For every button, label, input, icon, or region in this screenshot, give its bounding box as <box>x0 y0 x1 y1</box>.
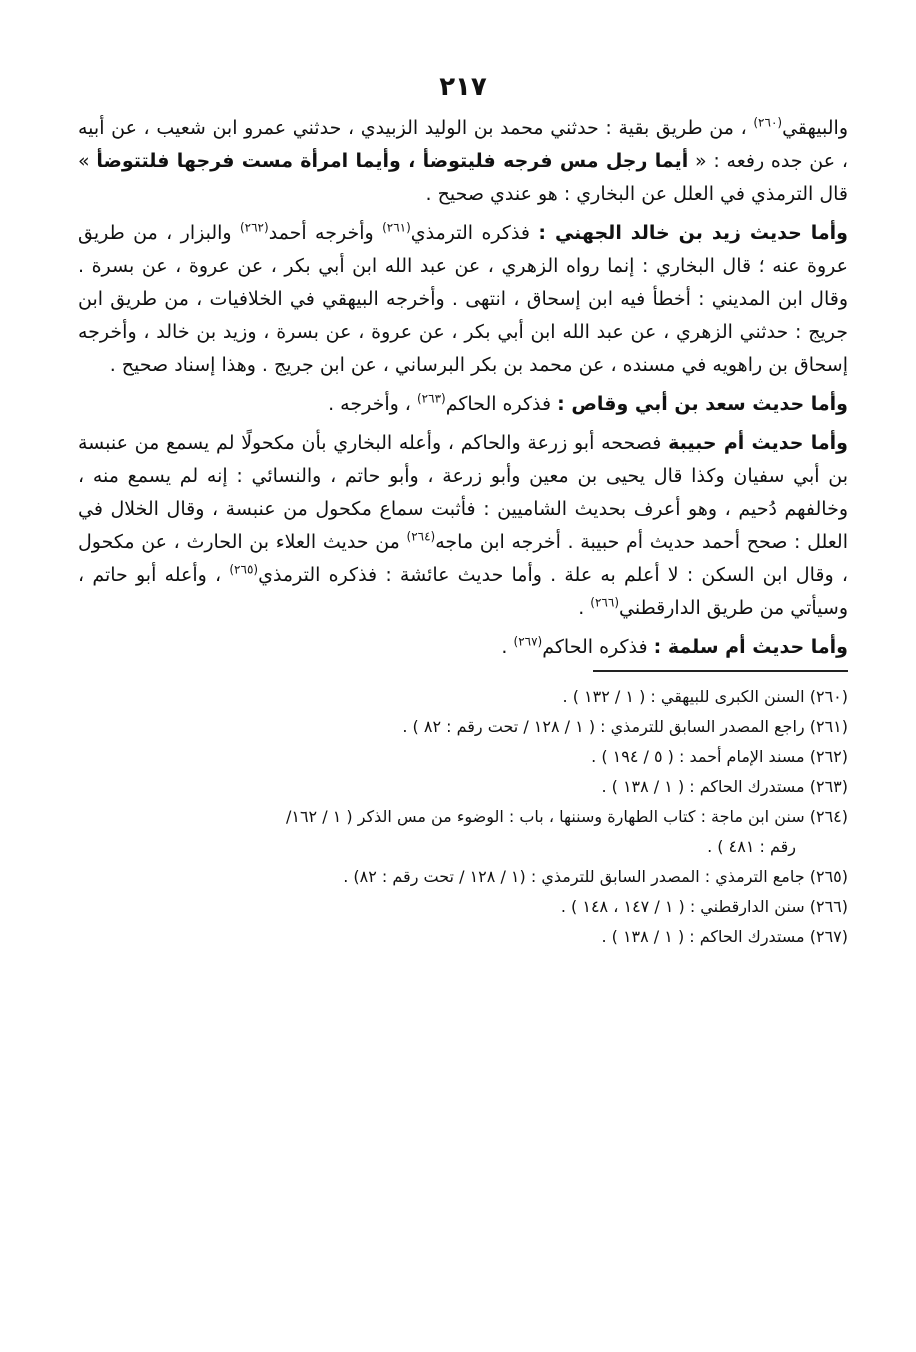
text-segment: فذكره الترمذي <box>410 222 539 244</box>
footnote-number: (٢٦٥) <box>809 867 848 886</box>
footnote-reference: (٢٦١) <box>382 220 411 235</box>
book-page <box>78 72 848 952</box>
text-segment: والبزار ، من طريق عروة عنه ؛ قال البخاري : إنما رواه الزهري ، عن عبد الله ابن أبي بكر ، عن عروة ، عن بسرة . وقال ابن المديني : أخطأ فيه ابن إسحاق ، انتهى . وأخرجه البيهقي في الخلافيات ، من طريق ابن جريج : حدثني الزهري ، عن عبد الله ابن أبي بكر ، عن عروة ، عن بسرة ، وزيد بن خالد ، وأخرجه إسحاق بن راهويه في مسنده ، عن محمد بن بكر البرساني ، عن ابن جريج . وهذا إسناد صحيح . <box>78 222 848 376</box>
footnote <box>78 862 848 892</box>
text-segment: وأخرجه أحمد <box>268 222 383 244</box>
text-segment: والبيهقي <box>782 117 848 139</box>
footnote-text: سنن ابن ماجة : كتاب الطهارة وسننها ، باب : الوضوء من مس الذكر ( ١ / ١٦٢/ <box>285 807 805 826</box>
footnote-divider <box>593 670 848 672</box>
bold-text: وأما حديث زيد بن خالد الجهني : <box>538 222 848 244</box>
text-segment: ، وأعله أبو حاتم ، وسيأتي من طريق الدارقطني <box>78 564 848 619</box>
footnote-text: راجع المصدر السابق للترمذي : ( ١ / ١٢٨ / تحت رقم : ٨٢ ) . <box>402 717 805 736</box>
paragraph <box>78 112 848 211</box>
paragraph <box>78 388 848 421</box>
text-segment: » قال الترمذي في العلل عن البخاري : هو عندي صحيح . <box>78 150 848 205</box>
footnote-reference: (٢٦٣) <box>416 391 446 406</box>
footnote <box>78 772 848 802</box>
text-segment: . <box>578 597 591 619</box>
footnote-number: (٢٦٧) <box>809 927 848 946</box>
text-segment: ، من طريق بقية : حدثني محمد بن الوليد الزبيدي ، حدثني عمرو ابن شعيب ، عن أبيه ، عن جده رفعه : « <box>78 117 848 172</box>
text-segment: فذكره الحاكم <box>445 393 558 415</box>
footnote-reference: (٢٦٠) <box>753 115 783 130</box>
footnote <box>78 682 848 712</box>
footnote-text: السنن الكبرى للبيهقي : ( ١ / ١٣٢ ) . <box>562 687 805 706</box>
text-segment: ، وأخرجه . <box>328 393 417 415</box>
footnote-number: (٢٦٦) <box>809 897 848 916</box>
main-text <box>78 112 848 664</box>
footnote-number: (٢٦١) <box>809 717 848 736</box>
footnote-reference: (٢٦٢) <box>239 220 269 235</box>
footnote <box>78 712 848 742</box>
bold-text: وأما حديث سعد بن أبي وقاص : <box>557 393 848 415</box>
footnote-text: مستدرك الحاكم : ( ١ / ١٣٨ ) . <box>601 927 805 946</box>
page-number: ٢١٧ <box>439 72 487 102</box>
paragraph <box>78 631 848 664</box>
footnote-reference: (٢٦٤) <box>406 529 436 544</box>
footnote-text: جامع الترمذي : المصدر السابق للترمذي : (١ / ١٢٨ / تحت رقم : ٨٢) . <box>343 867 805 886</box>
bold-text: وأما حديث أم سلمة : <box>653 636 848 658</box>
footnote-reference: (٢٦٦) <box>590 595 620 610</box>
footnote-text: مستدرك الحاكم : ( ١ / ١٣٨ ) . <box>601 777 805 796</box>
paragraph <box>78 427 848 625</box>
footnote-number: (٢٦٠) <box>809 687 848 706</box>
footnote <box>78 922 848 952</box>
text-segment: فذكره الحاكم <box>542 636 654 658</box>
footnote-number: (٢٦٣) <box>809 777 848 796</box>
text-segment: . <box>501 636 514 658</box>
footnote <box>78 802 848 832</box>
text-segment: من حديث العلاء بن الحارث ، عن مكحول ، وقال ابن السكن : لا أعلم به علة . وأما حديث عائشة : فذكره الترمذي <box>78 531 848 586</box>
footnote-reference: (٢٦٧) <box>513 634 543 649</box>
footnote <box>78 742 848 772</box>
paragraph <box>78 217 848 382</box>
footnote <box>78 892 848 922</box>
bold-text: أيما رجل مس فرجه فليتوضأ ، وأيما امرأة مست فرجها فلتتوضأ <box>96 150 689 172</box>
footnote-text: سنن الدارقطني : ( ١ / ١٤٧ ، ١٤٨ ) . <box>560 897 805 916</box>
text-segment: فصححه أبو زرعة والحاكم ، وأعله البخاري بأن مكحولًا لم يسمع من عنبسة بن أبي سفيان وكذا قال يحيى بن معين وأبو زرعة ، وأبو حاتم ، والنسائي : إنه لم يسمع منه ، وخالفهم دُحيم ، وهو أعرف بحديث الشاميين : فأثبت سماع مكحول من عنبسة ، وقال الخلال في العلل : صحح أحمد حديث أم حبيبة . أخرجه ابن ماجه <box>78 432 848 553</box>
footnote-continuation: رقم : ٤٨١ ) . <box>707 837 796 856</box>
footnotes <box>78 682 848 952</box>
bold-text: وأما حديث أم حبيبة <box>668 432 848 454</box>
footnote-number: (٢٦٢) <box>809 747 848 766</box>
footnote-number: (٢٦٤) <box>809 807 848 826</box>
footnote-text: مسند الإمام أحمد : ( ٥ / ١٩٤ ) . <box>591 747 805 766</box>
footnote-reference: (٢٦٥) <box>229 562 259 577</box>
